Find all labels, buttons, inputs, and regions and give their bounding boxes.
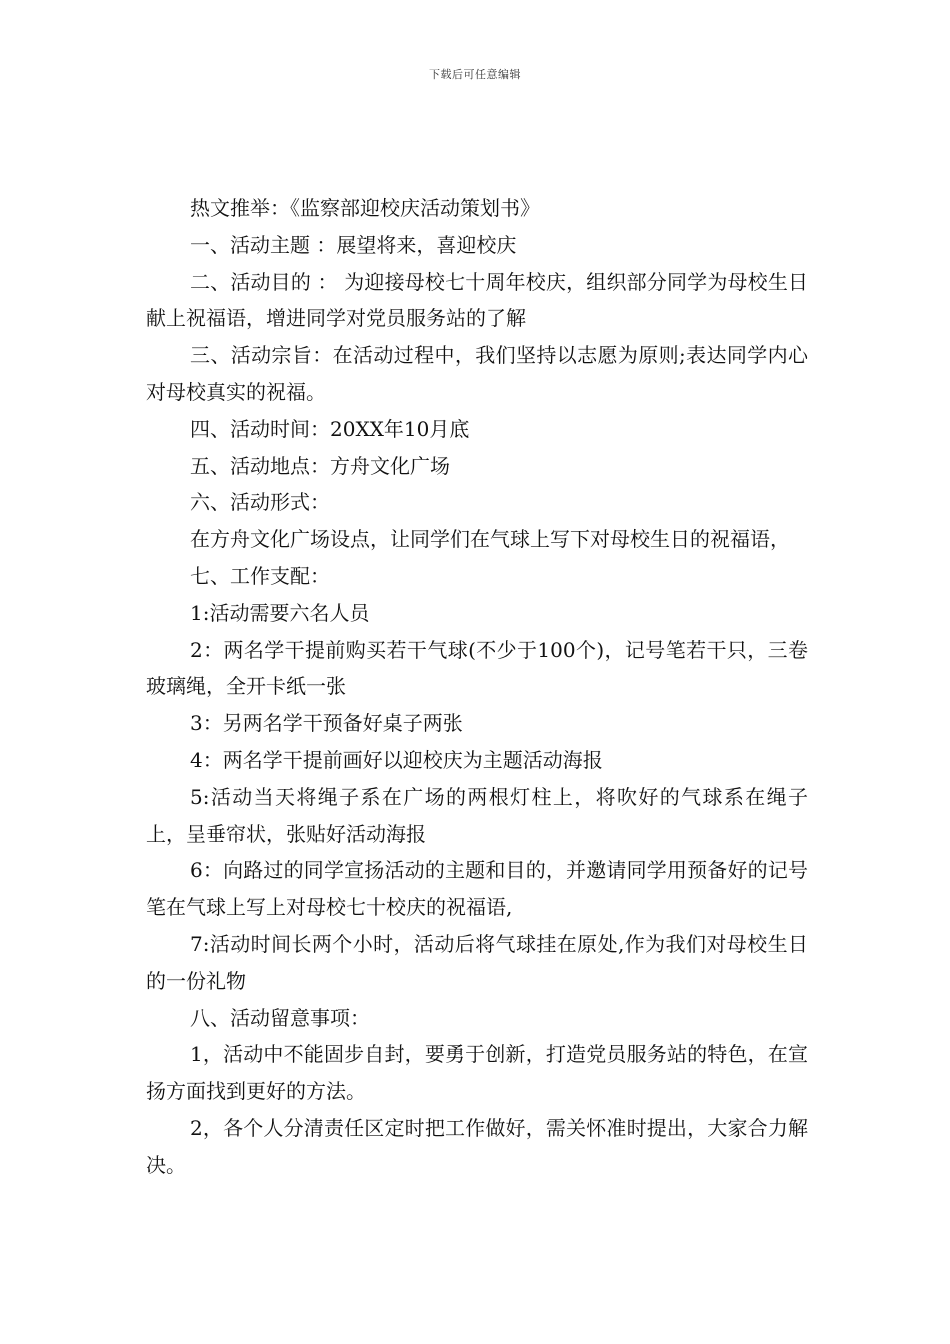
paragraph-purpose: 二、活动目的 ： 为迎接母校七十周年校庆，组织部分同学为母校生日献上祝福语，增进同学对党员服务站的了解 [146,269,808,331]
paragraph-format-detail: 在方舟文化广场设点，让同学们在气球上写下对母校生日的祝福语， [190,527,790,552]
list-item: 6：向路过的同学宣扬活动的主题和目的，并邀请同学用预备好的记号笔在气球上写上对母校七十校庆的祝福语, [146,858,808,920]
list-item: 7:活动时间长两个小时，活动后将气球挂在原处,作为我们对母校生日的一份礼物 [146,931,808,993]
paragraph-format-heading: 六、活动形式： [190,490,330,515]
list-item: 4：两名学干提前画好以迎校庆为主题活动海报 [190,747,603,772]
list-item: 1:活动需要六名人员 [190,600,370,625]
paragraph-notes-heading: 八、活动留意事项： [190,1005,370,1030]
document-body [146,190,808,1184]
paragraph-location: 五、活动地点：方舟文化广场 [190,453,450,478]
list-item: 3：另两名学干预备好桌子两张 [190,711,463,736]
paragraph-principle: 三、活动宗旨：在活动过程中，我们坚持以志愿为原则;表达同学内心对母校真实的祝福。 [146,343,808,404]
list-item: 1，活动中不能固步自封，要勇于创新，打造党员服务站的特色，在宣扬方面找到更好的方法。 [146,1042,808,1104]
list-item: 5:活动当天将绳子系在广场的两根灯柱上，将吹好的气球系在绳子上，呈垂帘状，张贴好活动海报 [146,784,808,846]
list-item: 2：两名学干提前购买若干气球(不少于100个)，记号笔若干只，三卷玻璃绳，全开卡纸一张 [146,637,808,699]
paragraph-time: 四、活动时间：20XX年10月底 [190,416,470,441]
page-header-note: 下载后可任意编辑 [429,68,521,81]
list-item: 2，各个人分清责任区定时把工作做好，需关怀准时提出，大家合力解决。 [146,1115,808,1177]
paragraph-recommendation: 热文推举：《监察部迎校庆活动策划书》 [190,196,540,220]
paragraph-theme: 一、活动主题 ：展望将来，喜迎校庆 [190,232,517,257]
paragraph-work-heading: 七、工作支配： [190,563,330,588]
